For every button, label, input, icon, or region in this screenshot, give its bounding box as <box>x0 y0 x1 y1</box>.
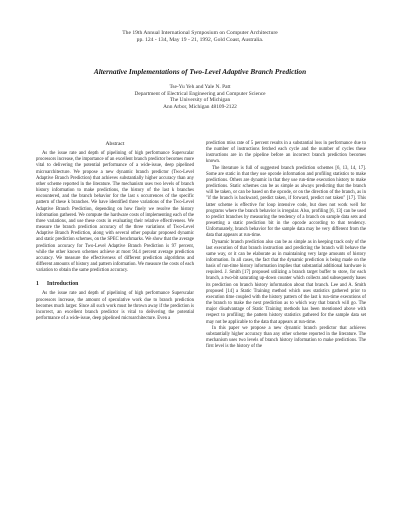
abstract-text: As the issue rate and depth of pipelining of high performance Superscalar processors increase, the importance of an excellent branch predictor becomes more vital to delivering the potential performance of a wide-issue, deep pipelined microarchitecture. We propose a new dynamic branch predictor (Two-Level Adaptive Branch Prediction) that achieves substantially higher accuracy than any other scheme reported in the literature. The mechanism uses two levels of branch history information to make predictions, the history of the last k branches encountered, and the branch behavior for the last s occurrences of the specific pattern of these k branches. We have identified three variations of the Two-Level Adaptive Branch Prediction, depending on how finely we resolve the history information gathered. We compute the hardware costs of implementing each of the three variations, and use these costs in evaluating their relative effectiveness. We measure the branch prediction accuracy of the three variations of Two-Level Adaptive Branch Prediction, along with several other popular proposed dynamic and static prediction schemes, on the SPEC benchmarks. We show that the average prediction accuracy for Two-Level Adaptive Branch Prediction is 97 percent, while the other known schemes achieve at most 94.4 percent average prediction accuracy. We measure the effectiveness of different prediction algorithms and different amounts of history and pattern information. We measure the costs of each variation to obtain the same prediction accuracy. <box>36 151 194 274</box>
left-column <box>36 141 194 322</box>
author-names: Tse-Yu Yeh and Yale N. Patt <box>169 84 231 90</box>
paragraph-literature: The literature is full of suggested branch prediction schemes [6, 13, 14, 17]. Some are static in that they use opcode information and profiling statistics to make predictions. Others are dynamic in that they use run-time execution history to make predictions. Static schemes can be as simple as always predicting that the branch will be taken, or can be based on the opcode, or on the direction of the branch, as in "if the branch is backward, predict taken, if forward, predict not taken" [17]. This latter scheme is effective for loop intensive code, but does not work well for programs where the branch behavior is irregular. Also, profiling [6, 13] can be used to predict branches by measuring the tendency of a branch on sample data sets and presetting a static prediction bit in the opcode according to that tendency. Unfortunately, branch behavior for the sample data may be very different from the data that appears at run-time. <box>206 165 366 239</box>
introduction-heading <box>36 281 194 287</box>
abstract-heading: Abstract <box>105 141 125 147</box>
author-block <box>0 84 400 110</box>
paper-title: Alternative Implementations of Two-Level Adaptive Branch Prediction <box>93 67 307 76</box>
author-department: Department of Electrical Engineering and Computer Science <box>134 90 266 97</box>
paragraph-dynamic-prediction: Dynamic branch prediction also can be as simple as in keeping track only of the last execution of that branch instruction and predicting the branch will behave the same way, or it can be elaborate as in maintaining very large amounts of history information. In all cases, the fact that the dynamic prediction is being made on the basis of run-time history information implies that substantial additional hardware is required. J. Smith [17] proposed utilizing a branch target buffer to store, for each branch, a two-bit saturating up-down counter which collects and subsequently bases its prediction on branch history information about that branch. Lee and A. Smith proposed [14] a Static Training method which uses statistics gathered prior to execution time coupled with the history pattern of the last k run-time executions of the branch to make the next prediction as to which way that branch will go. The major disadvantage of Static Training methods has been mentioned above with respect to profiling; the pattern history statistics gathered for the sample data set may not be applicable to the data that appears at run-time. <box>206 239 366 325</box>
author-university: The University of Michigan <box>169 97 231 104</box>
introduction-text: As the issue rate and depth of pipelining of high performance Superscalar processors increase, the amount of speculative work due to branch prediction becomes much larger. Since all such work must be thrown away if the prediction is incorrect, an excellent branch predictor is vital to delivering the potential performance of a wide-issue, deep pipelined microarchitecture. Even a <box>36 291 194 322</box>
right-column <box>206 141 366 350</box>
conference-header <box>0 30 400 44</box>
conference-line-2: pp. 124 - 134, May 19 - 21, 1992, Gold Coast, Australia. <box>136 37 264 44</box>
conference-line-1: The 19th Annual International Symposium on Computer Architecture <box>122 30 278 36</box>
author-address: Ann Arbor, Michigan 48109-2122 <box>163 103 237 110</box>
paragraph-continued: prediction miss rate of 5 percent results in a substantial loss in performance due to the number of instructions fetched each cycle and the number of cycles these instructions are in the pipeline before an incorrect branch prediction becomes known. <box>206 141 366 165</box>
section-title: Introduction <box>46 281 79 288</box>
section-number: 1 <box>36 281 39 288</box>
paragraph-proposal: In this paper we propose a new dynamic branch predictor that achieves substantially higher accuracy than any other scheme reported in the literature. The mechanism uses two levels of branch history information to make predictions. The first level is the history of the <box>206 325 366 350</box>
